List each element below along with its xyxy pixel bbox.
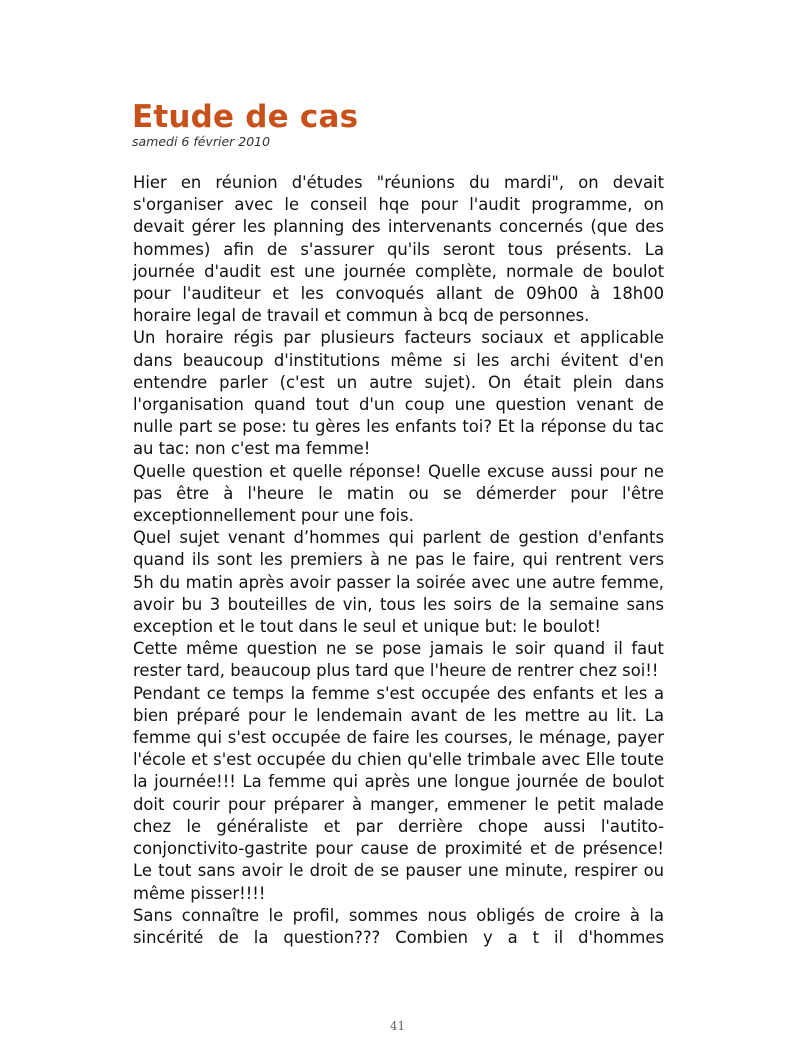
paragraph: Quelle question et quelle réponse! Quelle excuse aussi pour ne pas être à l'heure le matin ou se démerder pour l'être exceptionnellement pour une fois. [133, 461, 664, 526]
paragraph: Hier en réunion d'études "réunions du mardi", on devait s'organiser avec le conseil hqe pour l'audit programme, on devait gérer les planning des intervenants concernés (que des hommes) afin de s'assurer qu'ils seront tous présents. La journée d'audit est une journée complète, normale de boulot pour l'auditeur et les convoqués allant de 09h00 à 18h00 horaire legal de travail et commun à bcq de personnes. [133, 173, 664, 326]
paragraph: Un horaire régis par plusieurs facteurs sociaux et applicable dans beaucoup d'institutions même si les archi évitent d'en entendre parler (c'est un autre sujet). On était plein dans l'organisation quand tout d'un coup une question venant de nulle part se pose: tu gères les enfants toi? Et la réponse du tac au tac: non c'est ma femme! [133, 328, 664, 459]
article-body [133, 172, 664, 949]
article-date: samedi 6 février 2010 [132, 134, 271, 149]
article-title: Etude de cas [132, 99, 359, 135]
paragraph: Quel sujet venant d’hommes qui parlent de gestion d'enfants quand ils sont les premiers à ne pas le faire, qui rentrent vers 5h du matin après avoir passer la soirée avec une autre femme, avoir bu 3 bouteilles de vin, tous les soirs de la semaine sans exception et le tout dans le seul et unique but: le boulot! [133, 528, 664, 637]
paragraph: Sans connaître le profil, sommes nous obligés de croire à la sincérité de la question??? Combien y a t il d'hommes [133, 905, 664, 947]
page-number: 41 [389, 1019, 406, 1033]
paragraph: Cette même question ne se pose jamais le soir quand il faut rester tard, beaucoup plus tard que l'heure de rentrer chez soi!! [133, 639, 664, 681]
paragraph: Pendant ce temps la femme s'est occupée des enfants et les a bien préparé pour le lendemain avant de les mettre au lit. La femme qui s'est occupée de faire les courses, le ménage, payer l'école et s'est occupée du chien qu'elle trimbale avec Elle toute la journée!!! La femme qui après une longue journée de boulot doit courir pour préparer à manger, emmener le petit malade chez le généraliste et par derrière chope aussi l'autito-conjonctivito-gastrite pour cause de proximité et de présence! Le tout sans avoir le droit de se pauser une minute, respirer ou même pisser!!!! [133, 683, 664, 903]
